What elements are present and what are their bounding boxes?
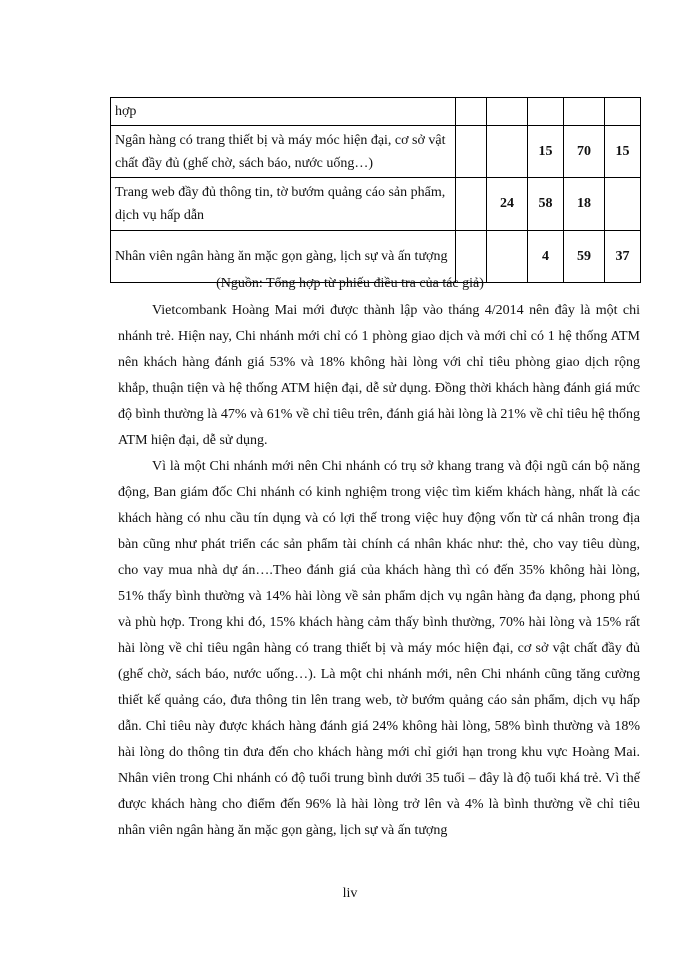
table-row: [111, 126, 641, 178]
rating-cell: [487, 98, 528, 126]
rating-cell: [605, 178, 641, 231]
rating-cell: 4: [528, 231, 564, 283]
survey-table: [110, 97, 641, 283]
criterion-cell: Nhân viên ngân hàng ăn mặc gọn gàng, lịch sự và ấn tượng: [111, 231, 456, 283]
rating-cell: [456, 178, 487, 231]
page-number: liv: [342, 886, 358, 901]
paragraph: Vietcombank Hoàng Mai mới được thành lập vào tháng 4/2014 nên đây là một chi nhánh trẻ. Hiện nay, Chi nhánh mới chỉ có 1 phòng giao dịch và mới chỉ có 1 hệ thống ATM nên khách hàng đánh giá 53% và 18% không hài lòng với chỉ tiêu phòng giao dịch rộng khắp, thuận tiện và hệ thống ATM hiện đại, dễ sử dụng. Đồng thời khách hàng đánh giá mức độ bình thường là 47% và 61% về chỉ tiêu trên, đánh giá hài lòng là 21% về chỉ tiêu hệ thống ATM hiện đại, dễ sử dụng.: [118, 303, 640, 448]
rating-cell: 18: [564, 178, 605, 231]
rating-cell: [564, 98, 605, 126]
rating-cell: 59: [564, 231, 605, 283]
rating-cell: 58: [528, 178, 564, 231]
rating-cell: 70: [564, 126, 605, 178]
rating-cell: 15: [605, 126, 641, 178]
rating-cell: 15: [528, 126, 564, 178]
criterion-cell: hợp: [111, 98, 456, 126]
source-note: (Nguồn: Tổng hợp từ phiếu điều tra của tác giả): [216, 276, 484, 291]
rating-cell: [487, 126, 528, 178]
rating-cell: [456, 98, 487, 126]
rating-cell: 24: [487, 178, 528, 231]
rating-cell: 37: [605, 231, 641, 283]
paragraph: Vì là một Chi nhánh mới nên Chi nhánh có trụ sở khang trang và đội ngũ cán bộ năng động, Ban giám đốc Chi nhánh có kinh nghiệm trong việc tìm kiếm khách hàng, nhất là các khách hàng có nhu cầu tín dụng và có lợi thế trong việc huy động vốn từ cá nhân trong địa bàn cũng như phát triển các sản phẩm tài chính cá nhân khác như: thẻ, cho vay tiêu dùng, cho vay mua nhà dự án….Theo đánh giá của khách hàng thì có đến 35% không hài lòng, 51% thấy bình thường và 14% hài lòng về sản phẩm dịch vụ ngân hàng đa dạng, phong phú và phù hợp. Trong khi đó, 15% khách hàng cảm thấy bình thường, 70% hài lòng và 15% rất hài lòng về chỉ tiêu ngân hàng có trang thiết bị và máy móc hiện đại, cơ sở vật chất đầy đủ (ghế chờ, sách báo, nước uống…). Là một chi nhánh mới, nên Chi nhánh cũng tăng cường thiết kế quảng cáo, đưa thông tin lên trang web, tờ bướm quảng cáo sản phẩm, dịch vụ hấp dẫn. Chỉ tiêu này được khách hàng đánh giá 24% không hài lòng, 58% bình thường và 18% hài lòng do thông tin đưa đến cho khách hàng mới chỉ giới hạn trong khu vực Hoàng Mai. Nhân viên trong Chi nhánh có độ tuổi trung bình dưới 35 tuổi – đây là độ tuổi khá trẻ. Vì thế được khách hàng cho điểm đến 96% là hài lòng trở lên và 4% là bình thường về chỉ tiêu nhân viên ngân hàng ăn mặc gọn gàng, lịch sự và ấn tượng: [118, 459, 640, 838]
criterion-cell: Trang web đầy đủ thông tin, tờ bướm quảng cáo sản phẩm, dịch vụ hấp dẫn: [111, 178, 456, 231]
rating-cell: [605, 98, 641, 126]
rating-cell: [456, 126, 487, 178]
rating-cell: [528, 98, 564, 126]
body-text: [118, 298, 640, 844]
table-row: [111, 178, 641, 231]
criterion-cell: Ngân hàng có trang thiết bị và máy móc hiện đại, cơ sở vật chất đầy đủ (ghế chờ, sách báo, nước uống…): [111, 126, 456, 178]
table-row: [111, 98, 641, 126]
